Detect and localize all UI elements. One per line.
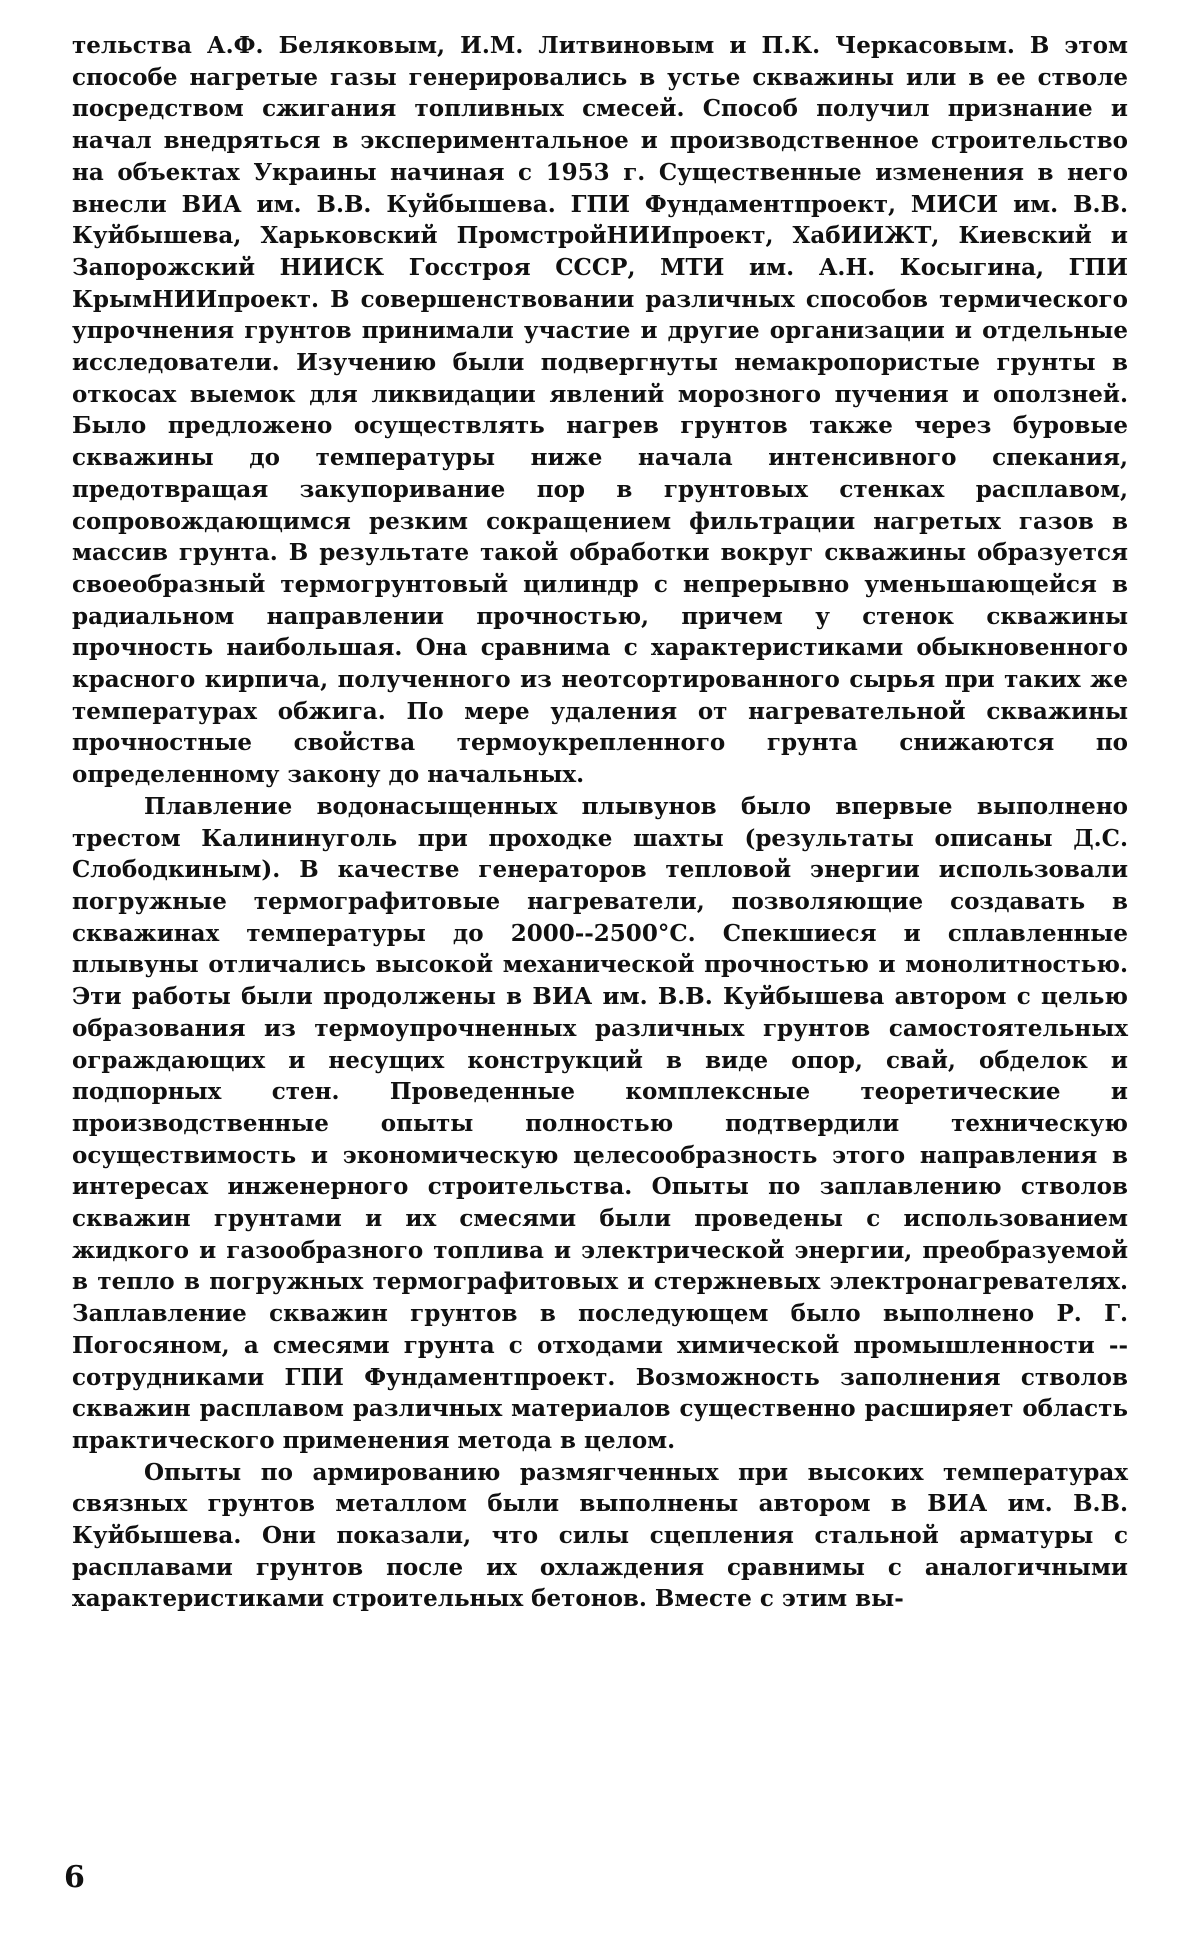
paragraph-1: тельства А.Ф. Беляковым, И.М. Литвиновым и П.К. Черкасовым. В этом способе нагретые газы генерировались в устье скважины или в ее стволе посредством сжигания топливных смесей. Способ получил признание и начал внедряться в экспериментальное и производственное строительство на объектах Украины начиная с 1953 г. Существенные изменения в него внесли ВИА им. В.В. Куйбышева. ГПИ Фундаментпроект, МИСИ им. В.В. Куйбышева, Харьковский ПромстройНИИпроект, ХабИИЖТ, Киевский и Запорожский НИИСК Госстроя СССР, МТИ им. А.Н. Косыгина, ГПИ КрымНИИпроект. В совершенствовании различных способов термического упрочнения грунтов принимали участие и другие организации и отдельные исследователи. Изучению были подвергнуты немакропористые грунты в откосах выемок для ликвидации явлений морозного пучения и оползней. Было предложено осуществлять нагрев грунтов также через буровые скважины до температуры ниже начала интенсивного спекания, предотвращая закупоривание пор в грунтовых стенках расплавом, сопровождающимся резким сокращением фильтрации нагретых газов в массив грунта. В результате такой обработки вокруг скважины образуется своеобразный термогрунтовый цилиндр с непрерывно уменьшающейся в радиальном направлении прочностью, причем у стенок скважины прочность наибольшая. Она сравнима с характеристиками обыкновенного красного кирпича, полученного из неотсортированного сырья при таких же температурах обжига. По мере удаления от нагревательной скважины прочностные свойства термоукрепленного грунта снижаются по определенному закону до начальных.	[72, 32, 1128, 789]
paragraph-3: Опыты по армированию размягченных при высоких температурах связных грунтов металлом были выполнены автором в ВИА им. В.В. Куйбышева. Они показали, что силы сцепления стальной арматуры с расплавами грунтов после их охлаждения сравнимы с аналогичными характеристиками строительных бетонов. Вместе с этим вы-	[72, 1458, 1128, 1613]
page-body	[72, 30, 1128, 1615]
page-number: 6	[64, 1860, 85, 1895]
paragraph-2: Плавление водонасыщенных плывунов было впервые выполнено трестом Калининуголь при проходке шахты (результаты описаны Д.С. Слободкиным). В качестве генераторов тепловой энергии использовали погружные термографитовые нагреватели, позволяющие создавать в скважинах температуры до 2000--2500°С. Спекшиеся и сплавленные плывуны отличались высокой механической прочностью и монолитностью. Эти работы были продолжены в ВИА им. В.В. Куйбышева автором с целью образования из термоупрочненных различных грунтов самостоятельных ограждающих и несущих конструкций в виде опор, свай, обделок и подпорных стен. Проведенные комплексные теоретические и производственные опыты полностью подтвердили техническую осуществимость и экономическую целесообразность этого направления в интересах инженерного строительства. Опыты по заплавлению стволов скважин грунтами и их смесями были проведены с использованием жидкого и газообразного топлива и электрической энергии, преобразуемой в тепло в погружных термографитовых и стержневых электронагревателях. Заплавление скважин грунтов в последующем было выполнено Р. Г. Погосяном, а смесями грунта с отходами химической промышленности -- сотрудниками ГПИ Фундаментпроект. Возможность заполнения стволов скважин расплавом различных материалов существенно расширяет область практического применения метода в целом.	[72, 792, 1128, 1454]
